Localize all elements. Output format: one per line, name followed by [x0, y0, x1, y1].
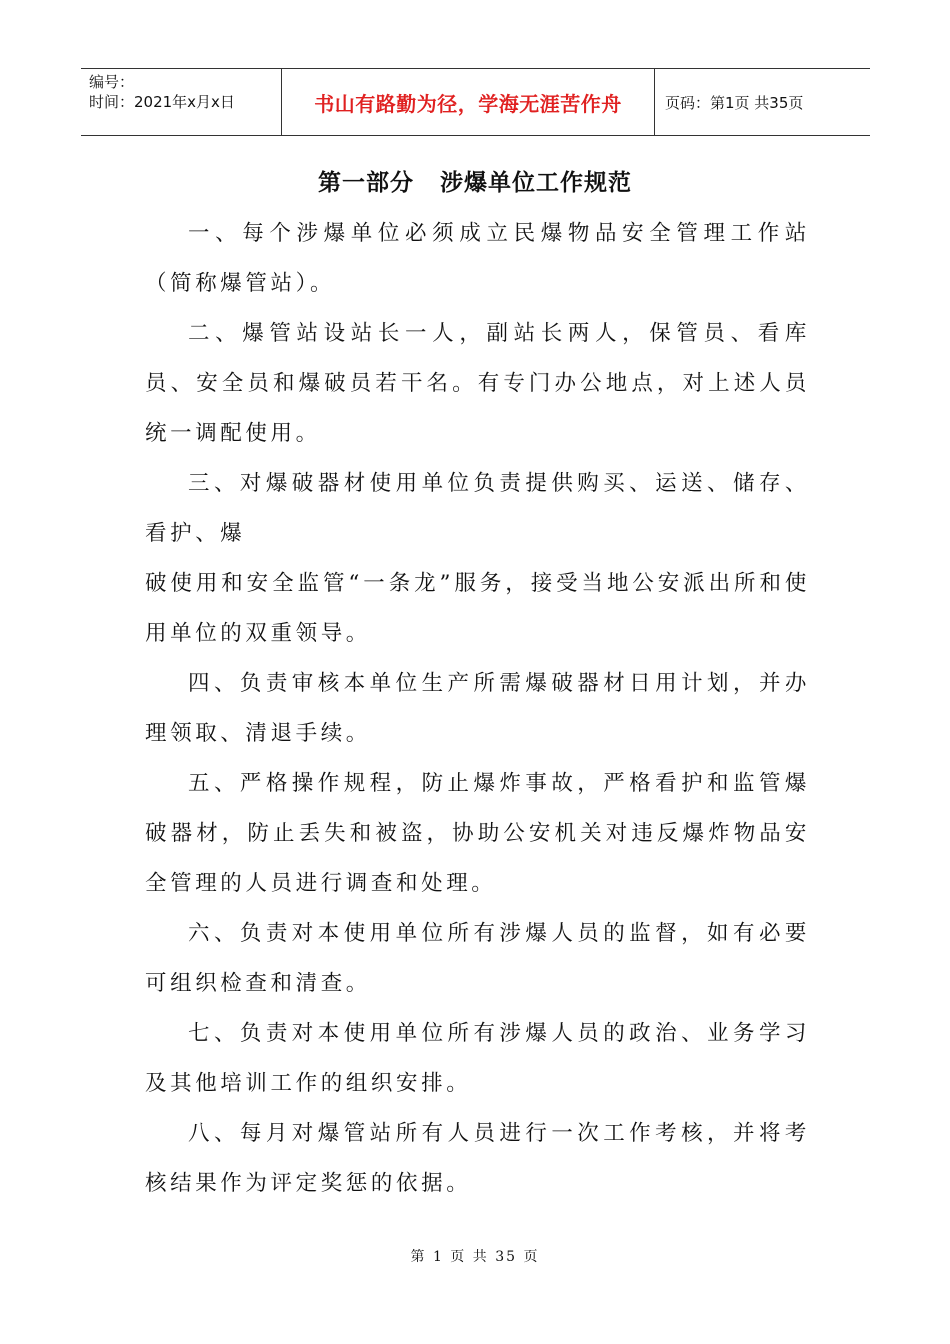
- paragraph-1: 一、每个涉爆单位必须成立民爆物品安全管理工作站（简称爆管站）。: [145, 221, 810, 296]
- paragraph-3: 三、对爆破器材使用单位负责提供购买、运送、储存、看护、爆: [145, 471, 810, 546]
- page-footer: 第 1 页 共 35 页: [410, 1249, 540, 1265]
- document-body: [145, 209, 810, 1209]
- paragraph-2: 二、爆管站设站长一人，副站长两人，保管员、看库员、安全员和爆破员若干名。有专门办公地点，对上述人员统一调配使用。: [145, 321, 810, 446]
- page-header: [81, 68, 870, 136]
- paragraph-6: 六、负责对本使用单位所有涉爆人员的监督，如有必要可组织检查和清查。: [145, 921, 810, 996]
- document-number-label: 编号：: [89, 73, 135, 91]
- document-time-label: 时间：2021年x月x日: [89, 93, 235, 111]
- paragraph-4: 四、负责审核本单位生产所需爆破器材日用计划，并办理领取、清退手续。: [145, 671, 810, 746]
- paragraph-8: 八、每月对爆管站所有人员进行一次工作考核，并将考核结果作为评定奖惩的依据。: [145, 1121, 810, 1196]
- paragraph-7: 七、负责对本使用单位所有涉爆人员的政治、业务学习及其他培训工作的组织安排。: [145, 1021, 810, 1096]
- header-page-info: 页码：第1页 共35页: [665, 93, 804, 112]
- document-title: [0, 164, 950, 197]
- header-meta: [81, 69, 281, 135]
- title-name: 涉爆单位工作规范: [440, 170, 632, 196]
- title-part: 第一部分: [318, 170, 414, 196]
- header-motto: 书山有路勤为径，学海无涯苦作舟: [281, 69, 655, 135]
- paragraph-5: 五、严格操作规程，防止爆炸事故，严格看护和监管爆破器材，防止丢失和被盗，协助公安机关对违反爆炸物品安全管理的人员进行调查和处理。: [145, 771, 810, 896]
- paragraph-3-continued: 破使用和安全监管“一条龙”服务，接受当地公安派出所和使用单位的双重领导。: [145, 571, 810, 646]
